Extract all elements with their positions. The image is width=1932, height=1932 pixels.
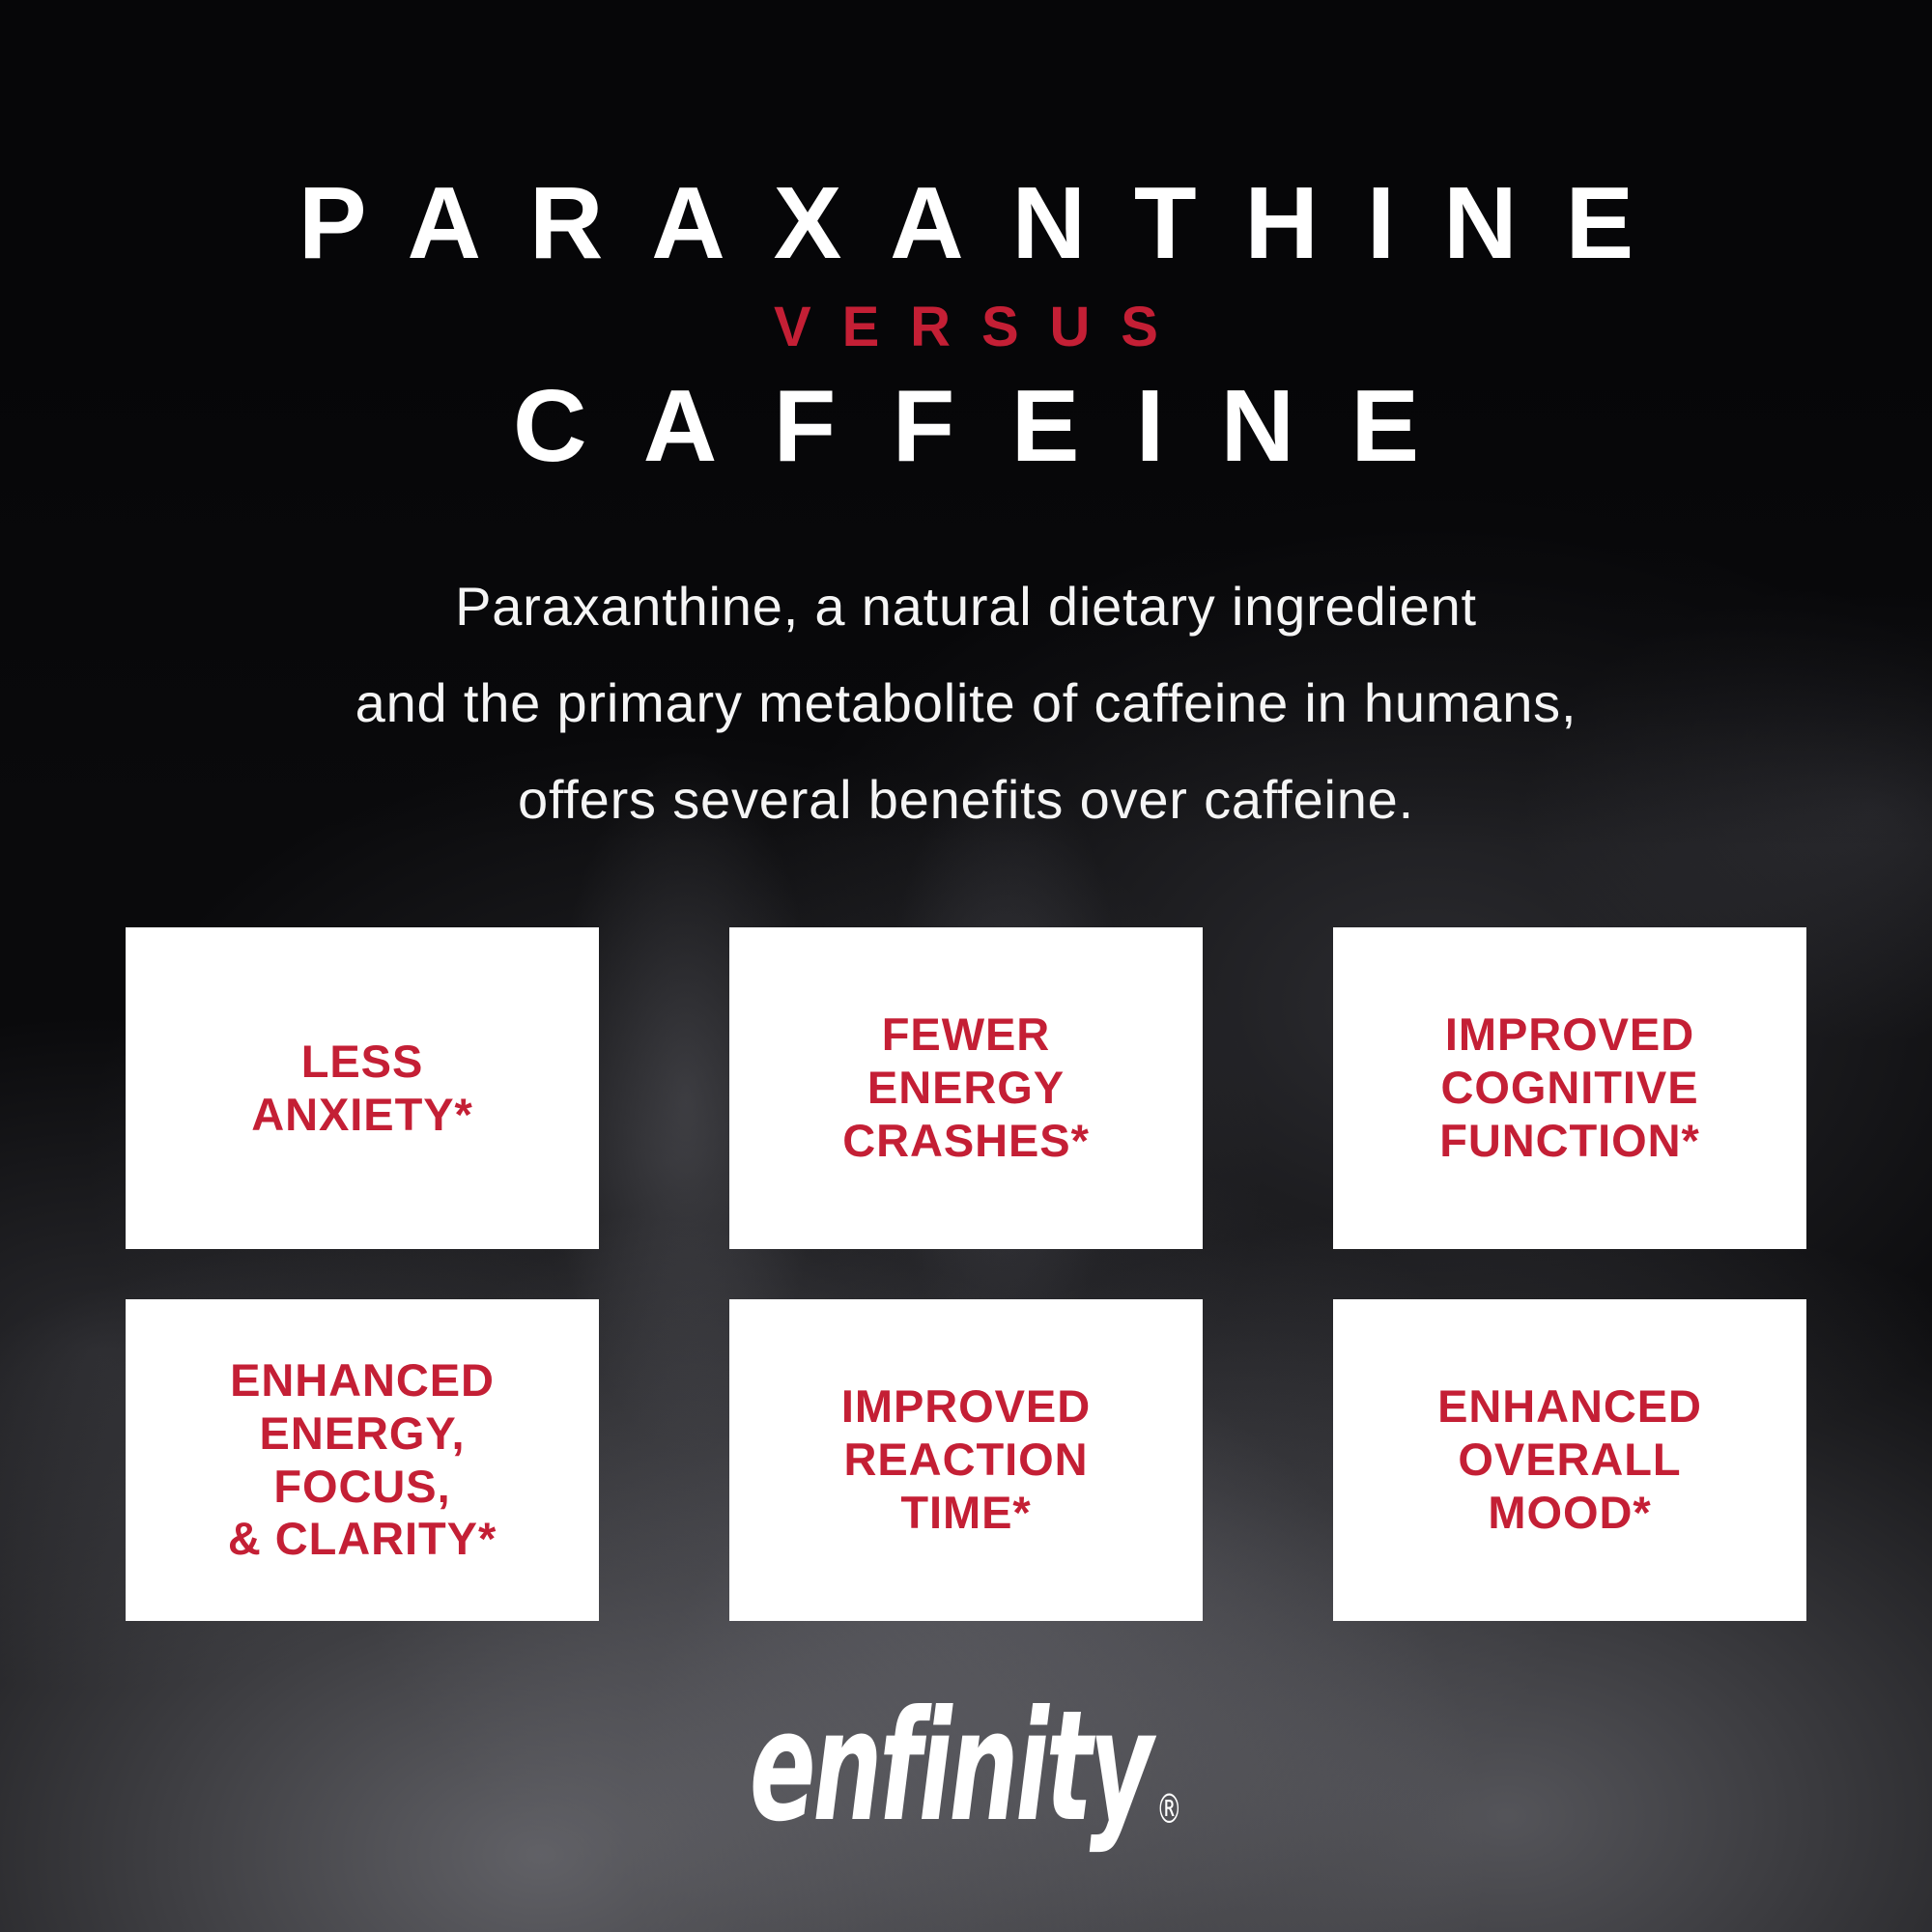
benefit-line: CRASHES*: [842, 1114, 1090, 1166]
benefit-line: OVERALL: [1458, 1434, 1682, 1485]
benefit-line: LESS: [300, 1035, 424, 1087]
benefit-line: ANXIETY*: [251, 1088, 473, 1140]
benefit-line: MOOD*: [1488, 1486, 1652, 1538]
benefit-line: FUNCTION*: [1439, 1114, 1700, 1166]
intro-line: Paraxanthine, a natural dietary ingredient: [455, 576, 1477, 637]
benefit-line: FOCUS,: [273, 1460, 451, 1512]
benefit-text: [842, 1009, 1090, 1168]
benefit-text: [228, 1354, 497, 1567]
intro-paragraph: [0, 558, 1932, 848]
secondary-title: CAFFEINE: [512, 369, 1476, 483]
versus-label: VERSUS: [773, 296, 1189, 358]
main-title: PARAXANTHINE: [298, 166, 1682, 280]
registered-trademark-icon: ®: [1156, 1785, 1182, 1833]
benefit-line: ENHANCED: [230, 1353, 495, 1406]
benefit-text: [1437, 1380, 1702, 1540]
benefit-card-fewer-energy-crashes: [729, 927, 1203, 1249]
benefit-line: COGNITIVE: [1440, 1062, 1699, 1113]
benefit-line: ENERGY: [867, 1062, 1065, 1113]
benefit-card-improved-cognitive-function: [1333, 927, 1806, 1249]
brand-logo: [0, 1678, 1932, 1856]
benefit-text: [841, 1380, 1091, 1540]
intro-line: offers several benefits over caffeine.: [518, 769, 1414, 830]
benefit-card-improved-reaction-time: [729, 1299, 1203, 1621]
brand-wordmark: enfinity: [750, 1678, 1151, 1856]
benefit-line: IMPROVED: [840, 1380, 1092, 1433]
benefits-grid: [126, 927, 1806, 1621]
benefit-card-enhanced-energy-focus-clarity: [126, 1299, 599, 1621]
benefit-line: IMPROVED: [1444, 1009, 1695, 1061]
intro-line: and the primary metabolite of caffeine in humans,: [355, 672, 1577, 733]
benefit-line: & CLARITY*: [227, 1513, 497, 1565]
benefit-line: TIME*: [900, 1486, 1032, 1538]
benefit-card-less-anxiety: [126, 927, 599, 1249]
benefit-line: FEWER: [881, 1009, 1051, 1061]
benefit-card-enhanced-overall-mood: [1333, 1299, 1806, 1621]
benefit-text: [1439, 1009, 1700, 1168]
benefit-line: REACTION: [843, 1434, 1089, 1485]
benefit-text: [251, 1036, 473, 1142]
benefit-line: ENHANCED: [1437, 1380, 1702, 1433]
benefit-line: ENERGY,: [259, 1406, 466, 1459]
brand-logo-inner: [750, 1678, 1182, 1856]
